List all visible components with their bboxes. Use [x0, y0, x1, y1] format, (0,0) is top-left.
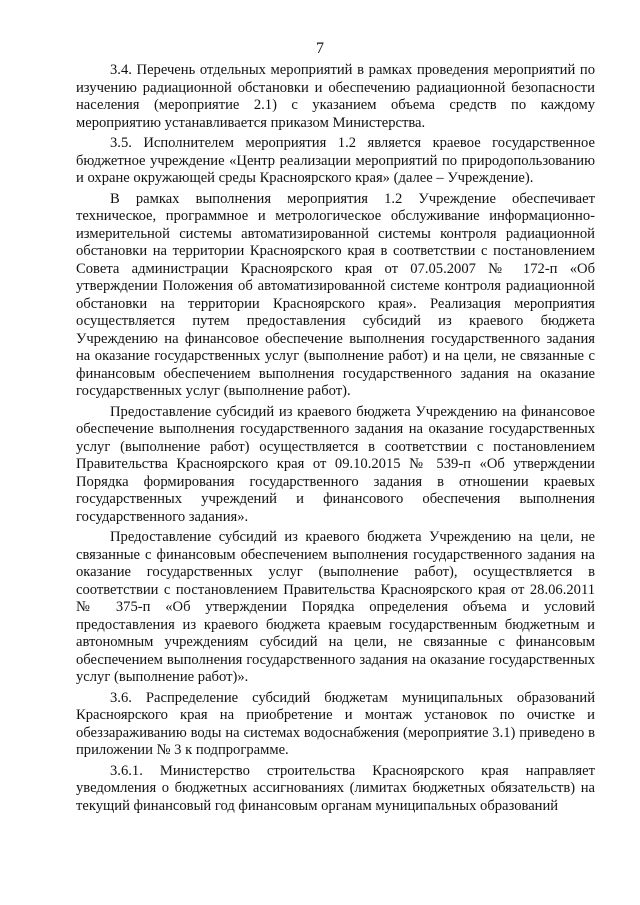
- paragraph-3-4: 3.4. Перечень отдельных мероприятий в рамках проведения мероприятий по изучению радиационной обстановки и обеспечению радиационной безопасности населения (мероприятие 2.1) с указанием объема средств по каждому мероприятию устанавливается приказом Министерства.: [76, 62, 595, 131]
- paragraph-3-6-1: 3.6.1. Министерство строительства Красноярского края направляет уведомления о бюджетных ассигнованиях (лимитах бюджетных обязательств) на текущий финансовый год финансовым органам муниципальных образований: [76, 762, 595, 814]
- paragraph-3-5: 3.5. Исполнителем мероприятия 1.2 является краевое государственное бюджетное учреждение «Центр реализации мероприятий по природопользованию и охране окружающей среды Красноярского края» (далее – Учреждение).: [76, 135, 595, 186]
- paragraph-other-purposes-subsidy: Предоставление субсидий из краевого бюджета Учреждению на цели, не связанные с финансовым обеспечением выполнения государственного задания на оказание государственных услуг (выполнение работ), осуществляется в соответствии с постановлением Правительства Красноярского края от 28.06.2011 № 375-п «Об утверждении Порядка определения объема и условий предоставления из краевого бюджета краевым государственным бюджетным и автономным учреждениям субсидий на цели, не связанные с финансовым обеспечением выполнения государственного задания на оказание государственных услуг (выполнение работ)».: [76, 529, 595, 685]
- paragraph-state-assignment-subsidy: Предоставление субсидий из краевого бюджета Учреждению на финансовое обеспечение выполнения государственного задания на оказание государственных услуг (выполнение работ) осуществляется в соответствии с постановлением Правительства Красноярского края от 09.10.2015 № 539-п «Об утверждении Порядка формирования государственного задания в отношении краевых государственных учреждений и финансового обеспечения выполнения государственного задания».: [76, 403, 595, 525]
- document-body: [76, 62, 595, 818]
- page-number: 7: [316, 40, 324, 57]
- paragraph-activity-1-2: В рамках выполнения мероприятия 1.2 Учреждение обеспечивает техническое, программное и метрологическое обслуживание информационно-измерительной системы автоматизированной системы контроля радиационной обстановки на территории Красноярского края в соответствии с постановлением Совета администрации Красноярского края от 07.05.2007 № 172-п «Об утверждении Положения об автоматизированной системе контроля радиационной обстановки на территории Красноярского края». Реализация мероприятия осуществляется путем предоставления субсидий из краевого бюджета Учреждению на финансовое обеспечение выполнения государственного задания на оказание государственных услуг (выполнение работ) и на цели, не связанные с финансовым обеспечением выполнения государственного задания на оказание государственных услуг (выполнение работ).: [76, 190, 595, 399]
- paragraph-3-6: 3.6. Распределение субсидий бюджетам муниципальных образований Красноярского края на приобретение и монтаж установок по очистке и обеззараживанию воды на системах водоснабжения (мероприятие 3.1) приведено в приложении № 3 к подпрограмме.: [76, 689, 595, 758]
